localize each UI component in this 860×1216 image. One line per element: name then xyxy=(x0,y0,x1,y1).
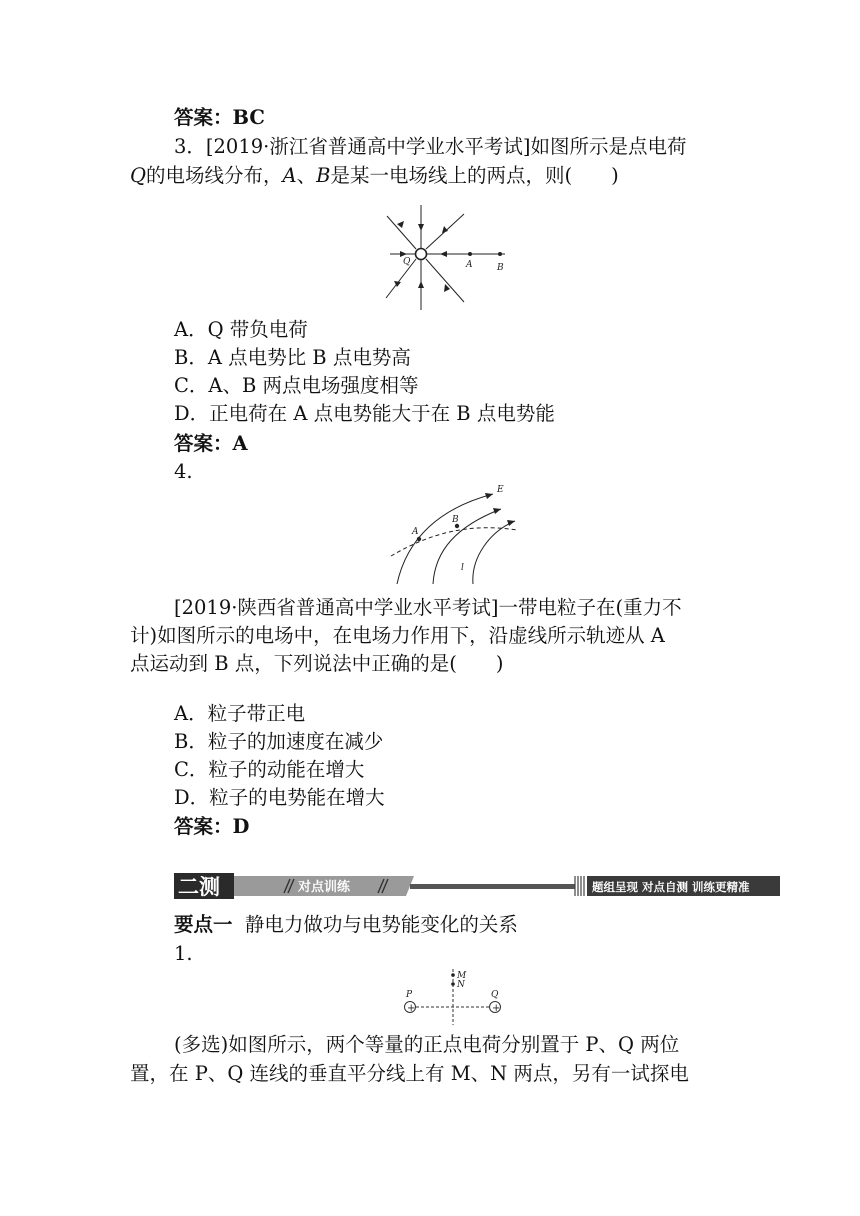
point1-label-p: P xyxy=(406,990,413,1000)
q3-label-a: A xyxy=(466,260,473,270)
q3-label-q: Q xyxy=(403,257,411,267)
q3-field-figure xyxy=(380,200,520,315)
point1-number: 1. xyxy=(174,942,193,965)
q3-charge-symbol: Q xyxy=(130,164,146,187)
answer-q3: 答案：A xyxy=(174,432,248,455)
q4-stem-line-2: 计)如图所示的电场中，在电场力作用下，沿虚线所示轨迹从 A xyxy=(130,624,665,647)
section-slogan: 题组呈现 对点自测 训练更精准 xyxy=(592,880,750,894)
point1-label-m: M xyxy=(457,971,467,981)
q4-label-l: l xyxy=(461,563,464,573)
q4-label-b: B xyxy=(452,515,459,525)
q3-stem-2: 的电场线分布， xyxy=(146,164,283,187)
point1-plus-left: + xyxy=(407,1003,416,1014)
point1-plus-right: + xyxy=(492,1003,501,1014)
q3-stem-line-1 xyxy=(174,133,686,161)
section-banner xyxy=(174,873,780,899)
q3-stem-line-2: Q的电场线分布，A、B是某一电场线上的两点，则( ) xyxy=(130,164,619,187)
q3-option-b: B．A 点电势比 B 点电势高 xyxy=(174,346,411,369)
q4-stem-line-3: 点运动到 B 点，下列说法中正确的是( ) xyxy=(130,652,504,675)
point1-label-q: Q xyxy=(491,990,499,1000)
q4-label-e: E xyxy=(497,485,504,495)
point1-heading-text: 静电力做功与电势能变化的关系 xyxy=(244,913,518,936)
q4-stem-1: 一带电粒子在(重力不 xyxy=(498,596,682,619)
q3-number: 3． xyxy=(174,135,206,158)
q4-source: [2019·陕西省普通高中学业水平考试] xyxy=(174,596,499,619)
q4-option-c: C．粒子的动能在增大 xyxy=(174,758,365,781)
q3-stem-3: 是某一电场线上的两点，则( ) xyxy=(330,164,619,187)
point1-charges-figure xyxy=(395,965,510,1027)
q4-option-a: A．粒子带正电 xyxy=(174,702,306,725)
q4-field-figure xyxy=(385,478,525,588)
answer-q2: 答案：BC xyxy=(174,106,265,129)
point1-stem-line-2: 置，在 P、Q 连线的垂直平分线上有 M、N 两点，另有一试探电 xyxy=(130,1062,689,1085)
q3-source: [2019·浙江省普通高中学业水平考试] xyxy=(205,135,531,158)
q3-option-c: C．A、B 两点电场强度相等 xyxy=(174,374,419,397)
point1-label-n: N xyxy=(457,980,465,990)
answer-q4: 答案：D xyxy=(174,815,250,838)
section-tag: 二测 xyxy=(178,875,220,899)
point1-heading-key: 要点一 xyxy=(174,913,233,936)
q3-stem-1: 如图所示是点电荷 xyxy=(530,135,687,158)
q4-option-b: B．粒子的加速度在减少 xyxy=(174,730,384,753)
q4-stem-line-1 xyxy=(174,594,682,622)
q3-label-b: B xyxy=(497,263,504,273)
q4-option-d: D．粒子的电势能在增大 xyxy=(174,786,385,809)
point1-heading xyxy=(174,911,518,939)
q3-option-a: A．Q 带负电荷 xyxy=(174,318,308,341)
point1-stem-line-1: (多选)如图所示，两个等量的正点电荷分别置于 P、Q 两位 xyxy=(174,1033,680,1056)
section-sub: 对点训练 xyxy=(298,880,351,895)
q4-number: 4. xyxy=(174,460,193,483)
q3-option-d: D．正电荷在 A 点电势能大于在 B 点电势能 xyxy=(174,402,555,425)
q4-label-a: A xyxy=(412,527,419,537)
